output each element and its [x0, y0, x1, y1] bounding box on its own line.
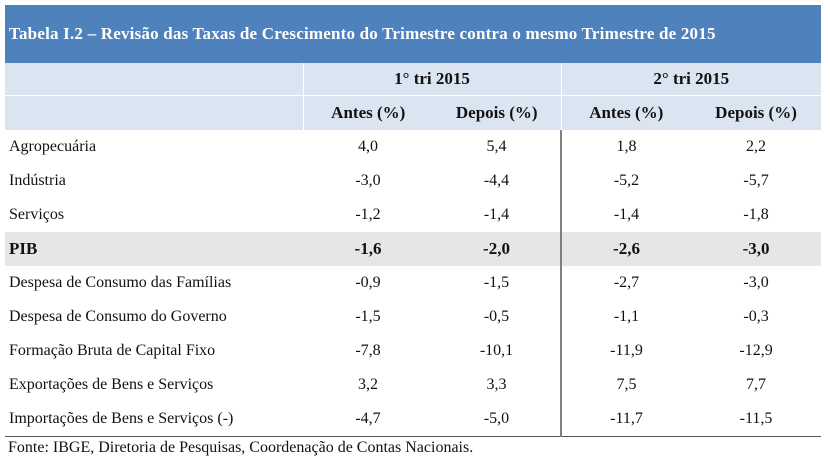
row-label: Despesa de Consumo das Famílias	[9, 274, 232, 291]
cell-value: -1,4	[613, 206, 640, 223]
cell-value: -5,7	[743, 172, 769, 189]
cell-value: 5,4	[433, 130, 561, 164]
row-label: Formação Bruta de Capital Fixo	[9, 342, 216, 359]
cell-value: -5,2	[613, 172, 640, 189]
cell-value: -5,0	[433, 402, 561, 437]
header-blank	[5, 63, 303, 96]
cell-value: 1,8	[616, 138, 637, 155]
subheader-blank	[5, 96, 303, 131]
table-row	[5, 130, 821, 164]
cell-value: -11,5	[691, 402, 821, 437]
growth-revision-table	[5, 63, 821, 437]
cell-value: -1,1	[613, 308, 640, 325]
table-row	[5, 164, 821, 198]
cell-value: -1,6	[303, 232, 433, 266]
subheader-after-q2: Depois (%)	[691, 96, 821, 131]
table-row	[5, 300, 821, 334]
table-row-highlight	[5, 232, 821, 266]
period-header-q1: 1° tri 2015	[303, 63, 561, 96]
cell-value: -4,4	[433, 164, 561, 198]
table-container	[5, 5, 821, 457]
period-header-q2: 2° tri 2015	[561, 63, 821, 96]
cell-value: -1,5	[433, 266, 561, 300]
cell-value: -1,5	[355, 308, 381, 325]
cell-value: -3,0	[355, 172, 381, 189]
cell-value: -2,6	[561, 232, 691, 266]
table-row	[5, 334, 821, 368]
row-label: PIB	[5, 232, 303, 266]
row-label: Exportações de Bens e Serviços	[9, 376, 214, 393]
cell-value: -12,9	[739, 342, 773, 359]
row-label: Serviços	[9, 206, 65, 223]
cell-value: -7,8	[355, 342, 381, 359]
row-label: Indústria	[9, 172, 66, 189]
cell-value: 7,5	[616, 376, 637, 393]
row-label: Importações de Bens e Serviços (-)	[5, 402, 303, 437]
row-label: Despesa de Consumo do Governo	[9, 308, 227, 325]
table-title: Tabela I.2 – Revisão das Taxas de Crescimento do Trimestre contra o mesmo Trimestre de 2015	[5, 5, 821, 63]
cell-value: 4,0	[358, 138, 378, 155]
period-header-row	[5, 63, 821, 96]
subheader-after-q1: Depois (%)	[433, 96, 561, 131]
cell-value: -0,3	[743, 308, 769, 325]
cell-value: -1,2	[355, 206, 381, 223]
cell-value: 7,7	[746, 376, 767, 393]
cell-value: 3,2	[358, 376, 378, 393]
subheader-before-q2: Antes (%)	[561, 96, 691, 131]
table-row	[5, 402, 821, 437]
cell-value: -3,0	[691, 232, 821, 266]
cell-value: -10,1	[433, 334, 561, 368]
cell-value: 2,2	[746, 138, 767, 155]
subheader-before-q1: Antes (%)	[303, 96, 433, 131]
source-note: Fonte: IBGE, Diretoria de Pesquisas, Coordenação de Contas Nacionais.	[8, 439, 474, 456]
cell-value: -4,7	[303, 402, 433, 437]
table-row	[5, 198, 821, 232]
subheader-row	[5, 96, 821, 131]
cell-value: -11,7	[561, 402, 691, 437]
cell-value: -2,0	[433, 232, 561, 266]
cell-value: -0,5	[433, 300, 561, 334]
cell-value: -1,4	[433, 198, 561, 232]
cell-value: -11,9	[610, 342, 643, 359]
cell-value: -1,8	[743, 206, 769, 223]
cell-value: -0,9	[355, 274, 381, 291]
table-row	[5, 368, 821, 402]
cell-value: -3,0	[743, 274, 769, 291]
cell-value: 3,3	[433, 368, 561, 402]
cell-value: -2,7	[613, 274, 640, 291]
table-row	[5, 266, 821, 300]
row-label: Agropecuária	[9, 138, 97, 155]
